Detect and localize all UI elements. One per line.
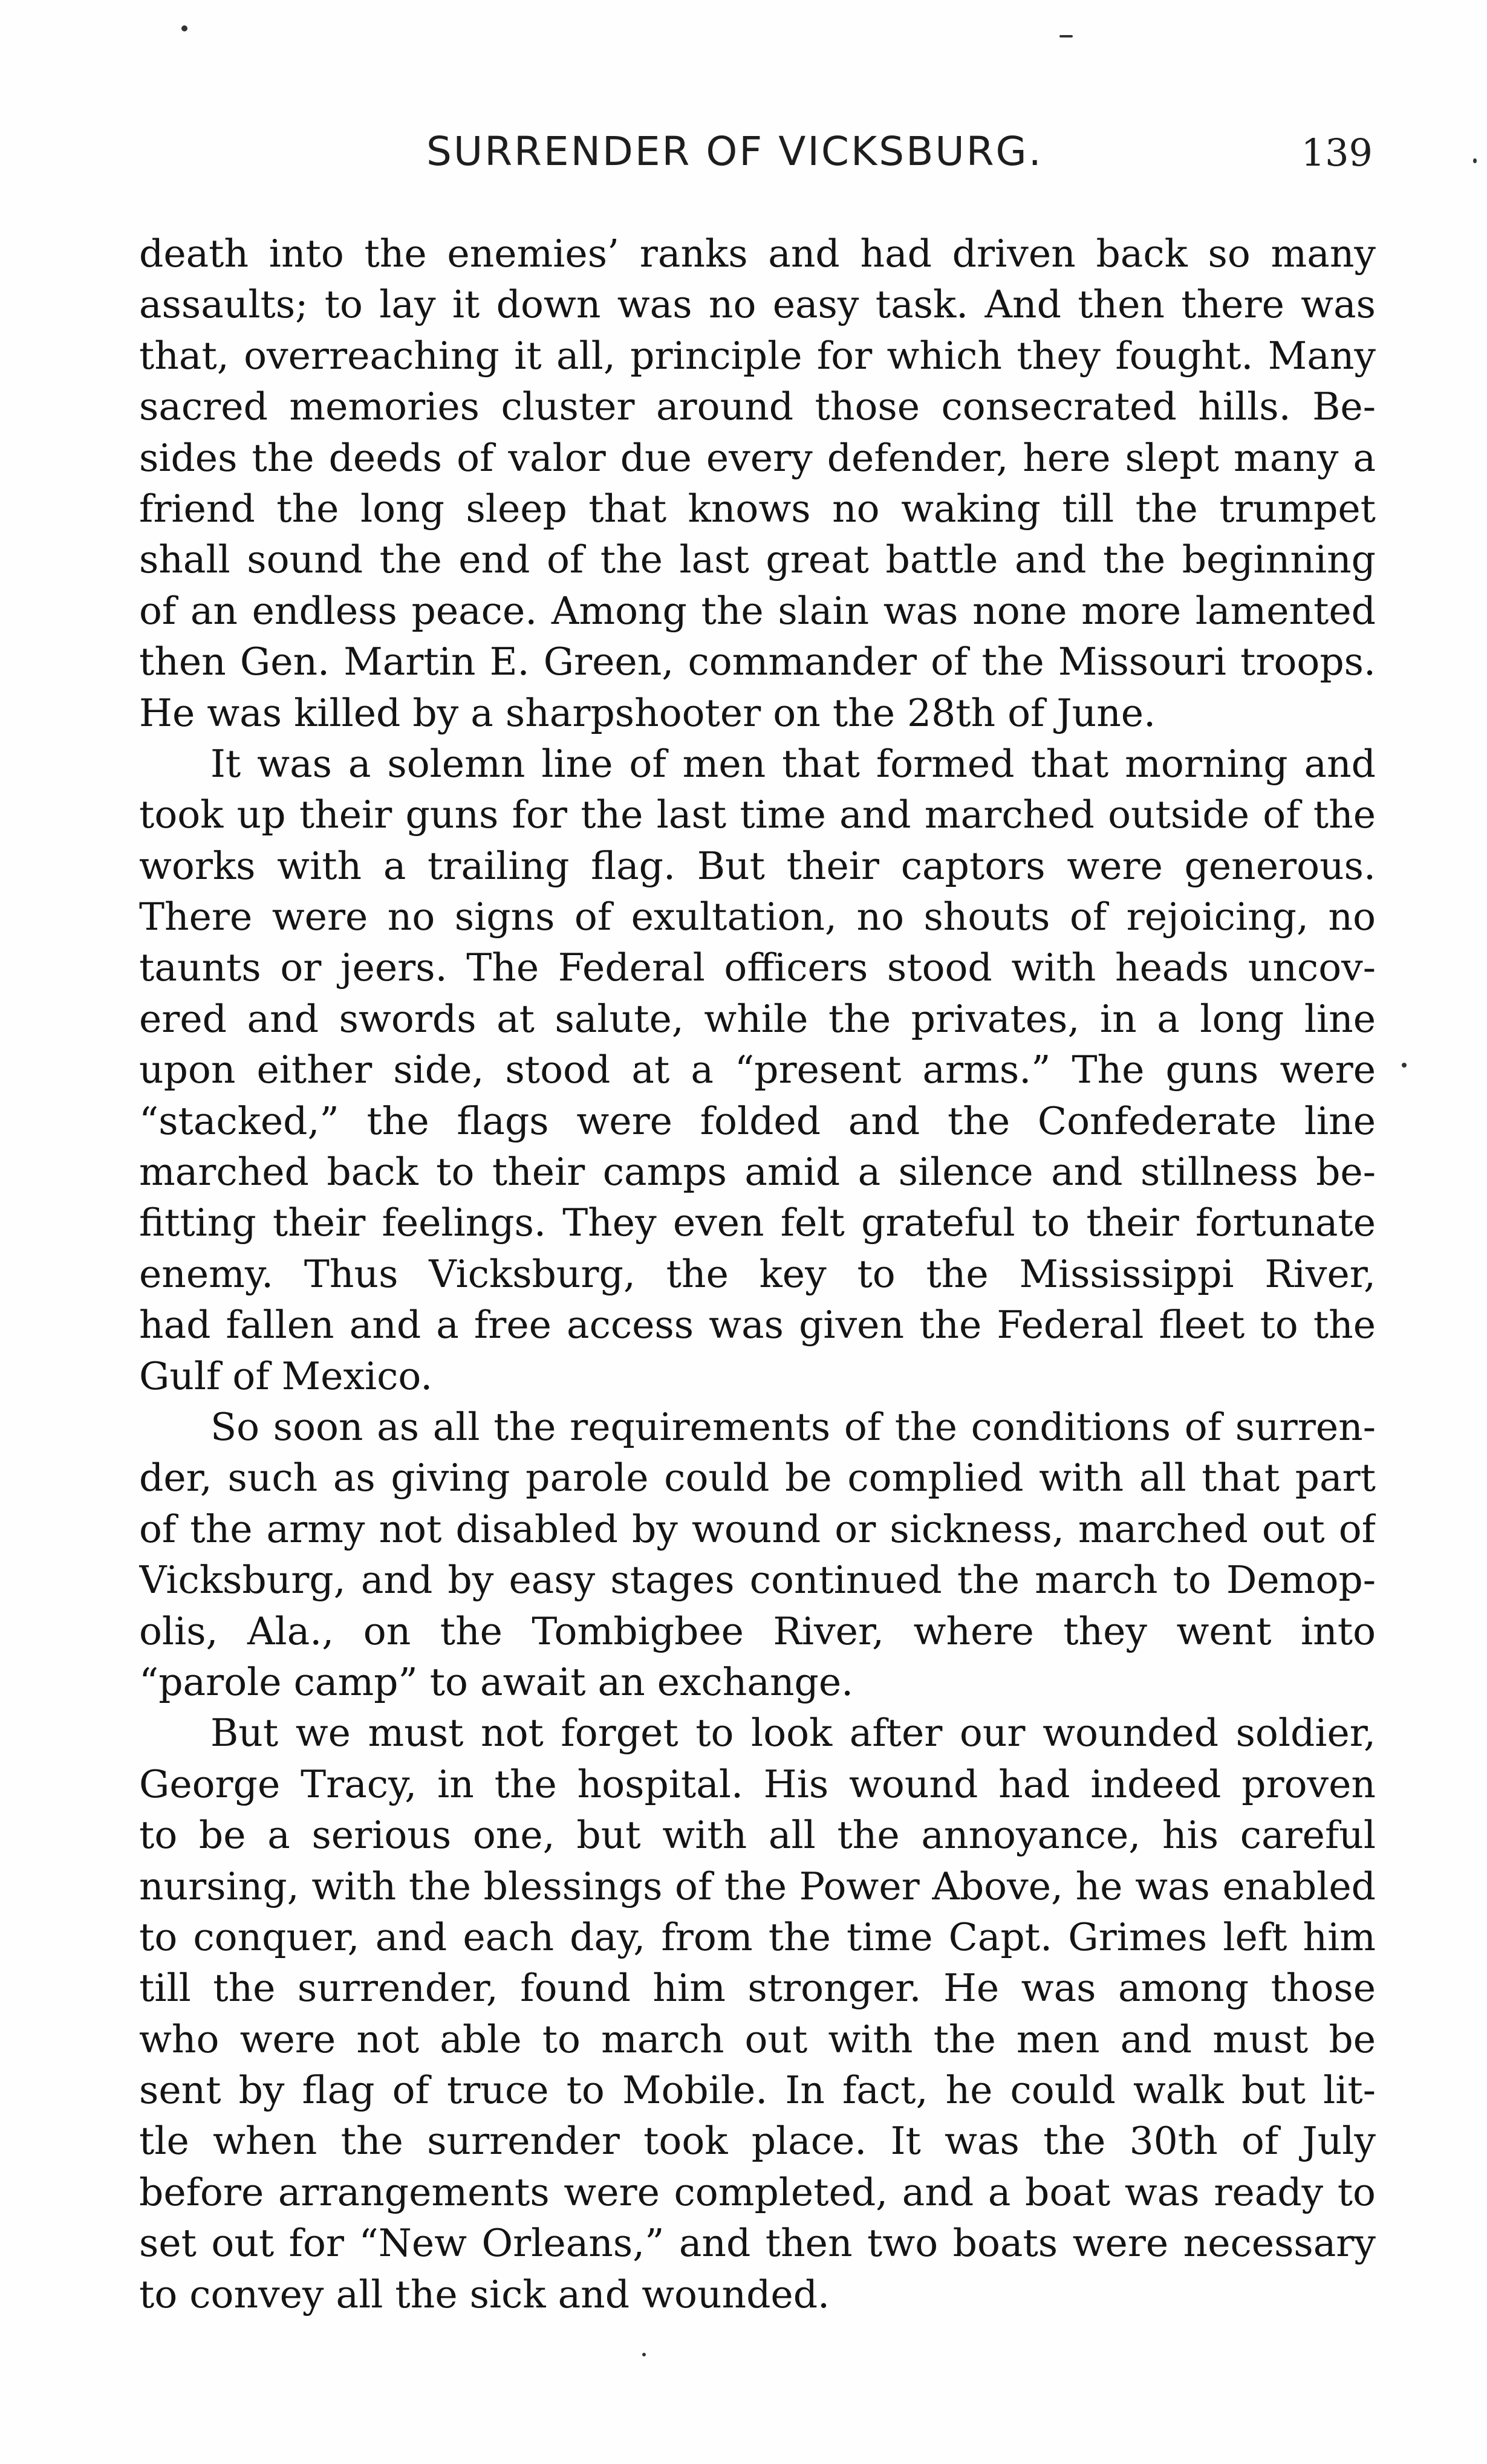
text-line: ered and swords at salute, while the privates, in a long line xyxy=(139,996,1376,1041)
text-line: “stacked,” the flags were folded and the Confederate line xyxy=(139,1098,1376,1143)
text-line: then Gen. Martin E. Green, commander of the Missouri troops. xyxy=(139,640,1376,684)
text-line: Gulf of Mexico. xyxy=(139,1354,433,1398)
text-line: sent by flag of truce to Mobile. In fact, he could walk but lit- xyxy=(139,2068,1376,2113)
text-line: fitting their feelings. They even felt grateful to their fortunate xyxy=(139,1201,1376,1245)
text-line: He was killed by a sharpshooter on the 28th of June. xyxy=(139,690,1156,735)
paragraph-start-line: But we must not forget to look after our wounded soldier, xyxy=(210,1711,1376,1756)
text-line: took up their guns for the last time and marched outside of the xyxy=(139,793,1376,837)
page-number: 139 xyxy=(1301,131,1373,175)
chapter-title: SURRENDER OF VICKSBURG. xyxy=(426,128,1043,175)
text-line: Vicksburg, and by easy stages continued the march to Demop- xyxy=(139,1558,1376,1603)
paragraph-start-line: So soon as all the requirements of the conditions of surren- xyxy=(210,1404,1376,1449)
text-line: der, such as giving parole could be complied with all that part xyxy=(139,1456,1376,1500)
body-text xyxy=(139,229,1376,2320)
text-line: till the surrender, found him stronger. He was among those xyxy=(139,1966,1376,2011)
text-line: that, overreaching it all, principle for which they fought. Many xyxy=(139,333,1376,378)
scan-speck xyxy=(1402,1063,1407,1068)
text-line: before arrangements were completed, and a boat was ready to xyxy=(139,2170,1376,2214)
scan-speck xyxy=(1473,158,1477,163)
text-line: set out for “New Orleans,” and then two boats were necessary xyxy=(139,2221,1376,2266)
text-line: “parole camp” to await an exchange. xyxy=(139,1659,854,1704)
text-line: sides the deeds of valor due every defender, here slept many a xyxy=(139,435,1376,480)
text-line: nursing, with the blessings of the Power Above, he was enabled xyxy=(139,1864,1376,1908)
scan-speck xyxy=(1059,35,1073,37)
text-line: to conquer, and each day, from the time Capt. Grimes left him xyxy=(139,1914,1376,1959)
scan-speck xyxy=(642,2353,646,2356)
text-line: of an endless peace. Among the slain was none more lamented xyxy=(139,588,1376,633)
text-line: to be a serious one, but with all the annoyance, his careful xyxy=(139,1813,1376,1858)
text-line: There were no signs of exultation, no shouts of rejoicing, no xyxy=(139,895,1376,939)
text-line: olis, Ala., on the Tombigbee River, where they went into xyxy=(139,1609,1376,1653)
text-line: works with a trailing flag. But their captors were generous. xyxy=(139,843,1376,888)
scan-speck xyxy=(181,25,187,31)
text-line: death into the enemies’ ranks and had driven back so many xyxy=(139,232,1376,276)
text-line: marched back to their camps amid a silence and stillness be- xyxy=(139,1150,1376,1195)
running-head xyxy=(139,128,1373,189)
text-line: to convey all the sick and wounded. xyxy=(139,2272,830,2316)
text-line: George Tracy, in the hospital. His wound had indeed proven xyxy=(139,1762,1376,1806)
paragraph-start-line: It was a solemn line of men that formed that morning and xyxy=(210,741,1376,786)
text-line: assaults; to lay it down was no easy task. And then there was xyxy=(139,282,1376,327)
text-line: of the army not disabled by wound or sickness, marched out of xyxy=(139,1506,1376,1551)
text-line: enemy. Thus Vicksburg, the key to the Mississippi River, xyxy=(139,1251,1376,1296)
text-line: friend the long sleep that knows no waking till the trumpet xyxy=(139,486,1376,531)
text-line: tle when the surrender took place. It was the 30th of July xyxy=(139,2119,1376,2164)
text-line: had fallen and a free access was given the Federal fleet to the xyxy=(139,1303,1376,1347)
text-line: upon either side, stood at a “present arms.” The guns were xyxy=(139,1048,1376,1092)
text-line: who were not able to march out with the men and must be xyxy=(139,2017,1376,2061)
text-line: shall sound the end of the last great battle and the beginning xyxy=(139,537,1376,582)
text-line: taunts or jeers. The Federal officers stood with heads uncov- xyxy=(139,945,1376,990)
text-line: sacred memories cluster around those consecrated hills. Be- xyxy=(139,384,1376,429)
